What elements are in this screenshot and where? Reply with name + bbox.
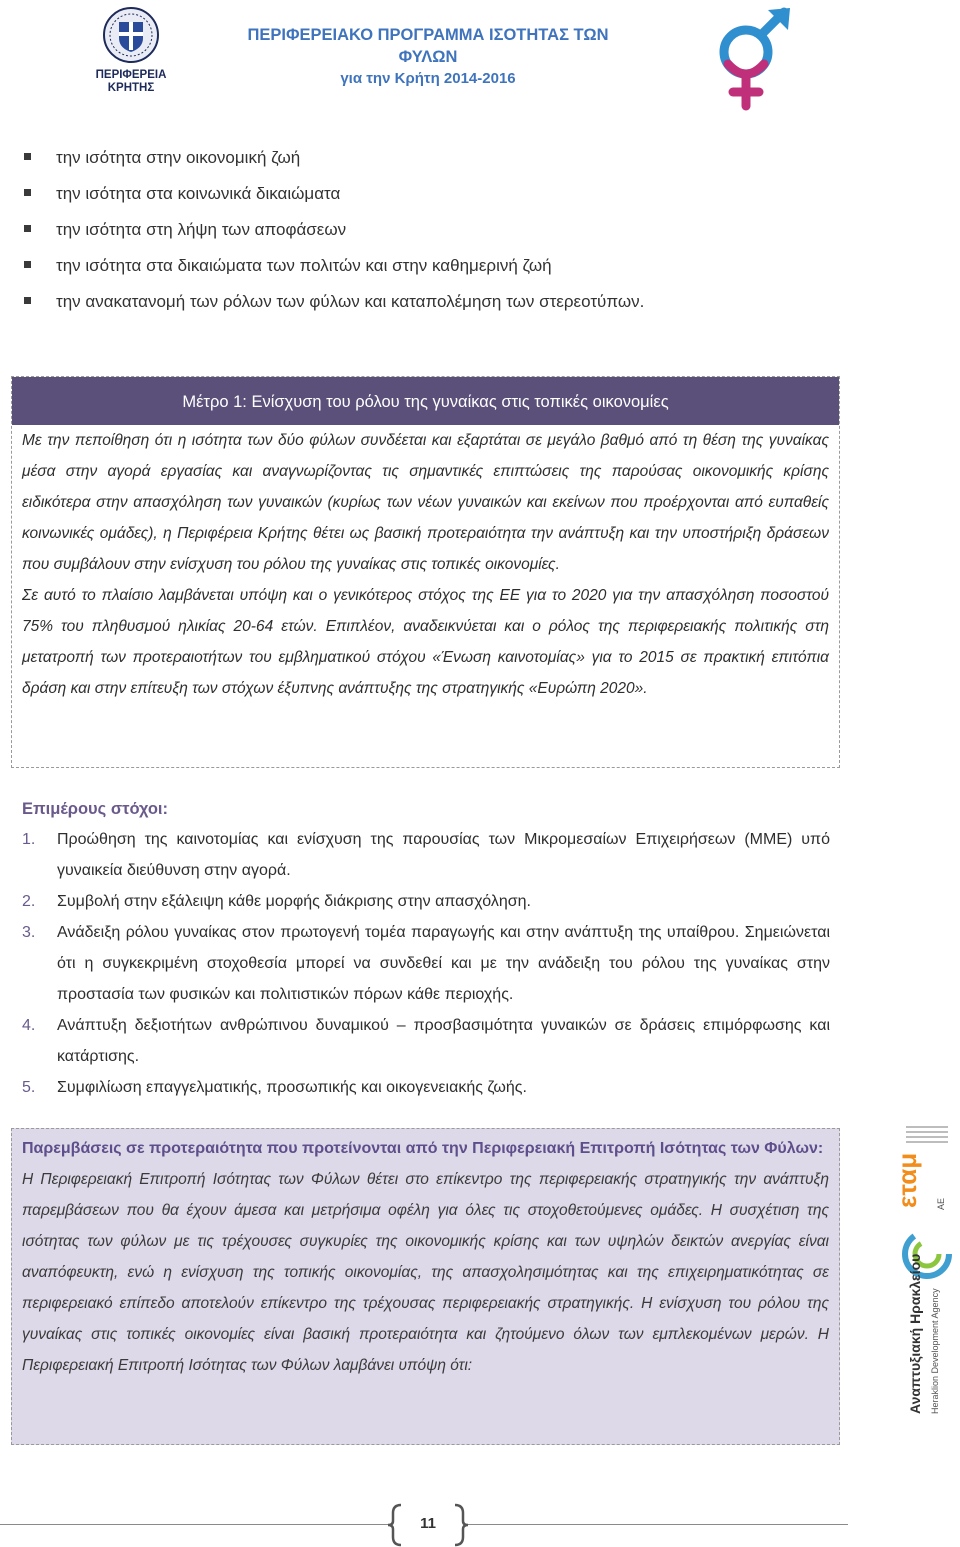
list-item — [24, 140, 924, 176]
list-item — [22, 1010, 830, 1072]
header-title-block — [228, 24, 628, 90]
interventions-title: Παρεμβάσεις σε προτεραιότητα που προτείνονται από την Περιφερειακή Επιτροπή Ισότητας των Φύλων: — [22, 1140, 824, 1157]
list-item — [22, 824, 830, 886]
list-item — [22, 886, 830, 917]
etam-logo — [892, 1124, 950, 1214]
page-number: 11 — [420, 1515, 436, 1532]
objective-text: Συμφιλίωση επαγγελματικής, προσωπικής και οικογενειακής ζωής. — [57, 1079, 527, 1096]
footer-rule-left — [0, 1524, 388, 1525]
bullet-square-icon — [24, 225, 31, 232]
equality-bullet-list — [24, 140, 924, 320]
objective-number: 5. — [22, 1079, 36, 1096]
objective-number: 1. — [22, 831, 36, 848]
list-item — [22, 1072, 830, 1103]
objective-text: Προώθηση της καινοτομίας και ενίσχυση της παρουσίας των Μικρομεσαίων Επιχειρήσεων (ΜΜΕ) υπό γυναικεία διεύθυνση στην αγορά. — [57, 831, 830, 879]
objective-text: Ανάδειξη ρόλου γυναίκας στον πρωτογενή τομέα παραγωγής και στην ανάπτυξη της υπαίθρου. Σημειώνεται ότι η συγκεκριμένη στοχοθεσία μπορεί να συνδεθεί και με την ανάδειξη του ρόλου της γυναίκας στην προστασία των φυσικών και πολιτιστικών πόρων κάθε περιοχής. — [57, 924, 830, 1003]
bullet-text: την ισότητα στην οικονομική ζωή — [56, 148, 301, 167]
measure-paragraph-1: Με την πεποίθηση ότι η ισότητα των δύο φύλων συνδέεται και εξαρτάται σε μεγάλο βαθμό από τη θέση της γυναίκας μέσα στην αγορά εργασίας και αναγνωρίζοντας τις σημαντικές επιπτώσεις της παρούσας οικονομικής κρίσης ειδικότερα στην απασχόληση των γυναικών (κυρίως των νέων γυναικών και εκείνων που προέρχονται από ευπαθείς κοινωνικές ομάδες), η Περιφέρεια Κρήτης θέτει ως βασική προτεραιότητα την ανάπτυξη και την υποστήριξη δράσεων που συμβάλουν στην ενίσχυση του ρόλου της γυναίκας στις τοπικές οικονομίες. — [22, 432, 829, 573]
objectives-list — [22, 824, 830, 1103]
etam-suffix: ΑΕ — [936, 1197, 946, 1210]
etam-label: εταμ — [892, 1152, 922, 1208]
interventions-text: Η Περιφερειακή Επιτροπή Ισότητας των Φύλων θέτει στο επίκεντρο της περιφερειακής στρατηγικής την ανάπτυξη παρεμβάσεων που θα έχουν άμεσα και μετρήσιμα οφέλη για όλες τις στοχοθετούμενες ομάδες. Η συσχέτιση της ισότητας των φύλων με τις τρέχουσες συγκυρίες της οικονομικής κρίσης και των υψηλών δεικτών ανεργίας είναι αναπόφευκτη, ενώ η ενίσχυση της τοπικής οικονομίας, της απασχολησιμότητας και της επιχειρηματικότητας σε περιφερειακό επίπεδο αποτελούν επίκεντρο της τρέχουσας περιφερειακής στρατηγικής. Η ενίσχυση του ρόλου της γυναίκας στις τοπικές οικονομίες είναι βασική προτεραιότητα και ζητούμενο όλων των εμπλεκομένων μερών. Η Περιφερειακή Επιτροπή Ισότητας των Φύλων λαμβάνει υπόψη ότι: — [22, 1171, 829, 1374]
program-title: ΠΕΡΙΦΕΡΕΙΑΚΟ ΠΡΟΓΡΑΜΜΑ ΙΣΟΤΗΤΑΣ ΤΩΝ ΦΥΛΩΝ — [247, 26, 609, 66]
list-item — [24, 176, 924, 212]
bullet-text: την ισότητα στη λήψη των αποφάσεων — [56, 220, 347, 239]
measure-body — [12, 425, 839, 704]
interventions-box — [11, 1128, 840, 1445]
footer-rule-right — [468, 1524, 848, 1525]
objectives-title: Επιμέρους στόχοι: — [22, 800, 169, 818]
list-item — [24, 248, 924, 284]
region-logo-line2: ΚΡΗΤΗΣ — [107, 82, 155, 94]
objective-text: Συμβολή στην εξάλειψη κάθε μορφής διάκρισης στην απασχόληση. — [57, 893, 531, 910]
list-item — [24, 212, 924, 248]
objective-text: Ανάπτυξη δεξιοτήτων ανθρώπινου δυναμικού – προσβασιμότητα γυναικών σε δράσεις επιμόρφωσης και κατάρτισης. — [57, 1017, 830, 1065]
bullet-text: την ισότητα στα δικαιώματα των πολιτών και στην καθημερινή ζωή — [56, 256, 552, 275]
bullet-square-icon — [24, 189, 31, 196]
objective-number: 2. — [22, 893, 36, 910]
bullet-text: την ισότητα στα κοινωνικά δικαιώματα — [56, 184, 341, 203]
list-item — [22, 917, 830, 1010]
objective-number: 4. — [22, 1017, 36, 1034]
program-subtitle: για την Κρήτη 2014-2016 — [340, 70, 516, 87]
objective-number: 3. — [22, 924, 36, 941]
bullet-square-icon — [24, 153, 31, 160]
heraklion-development-agency-logo — [898, 1228, 956, 1418]
agency-name-en: Heraklion Development Agency — [930, 1288, 940, 1414]
gender-equality-symbol-icon — [706, 2, 796, 114]
region-crete-logo — [88, 6, 174, 92]
measure-paragraph-2: Σε αυτό το πλαίσιο λαμβάνεται υπόψη και ο γενικότερος στόχος της ΕΕ για το 2020 για την απασχόληση ποσοστού 75% του πληθυσμού ηλικίας 20-64 ετών. Επιπλέον, αναδεικνύεται και ο ρόλος της περιφερειακής πολιτικής στη μετατροπή των προτεραιοτήτων του εμβληματικού στόχου «Ένωση καινοτομίας» για το 2015 σε πρακτική επιτόπια δράση και στην επίτευξη των στόχων έξυπνης ανάπτυξης της στρατηγικής «Ευρώπη 2020». — [22, 587, 829, 697]
region-logo-line1: ΠΕΡΙΦΕΡΕΙΑ — [95, 69, 167, 81]
agency-name: Αναπτυξιακή Ηρακλείου — [907, 1253, 923, 1414]
bullet-square-icon — [24, 261, 31, 268]
greek-crest-icon — [101, 6, 161, 64]
measure-title: Μέτρο 1: Ενίσχυση του ρόλου της γυναίκας στις τοπικές οικονομίες — [12, 377, 839, 425]
bullet-text: την ανακατανομή των ρόλων των φύλων και καταπολέμηση των στερεοτύπων. — [56, 292, 645, 311]
bullet-square-icon — [24, 297, 31, 304]
measure-box — [11, 376, 840, 768]
list-item — [24, 284, 924, 320]
